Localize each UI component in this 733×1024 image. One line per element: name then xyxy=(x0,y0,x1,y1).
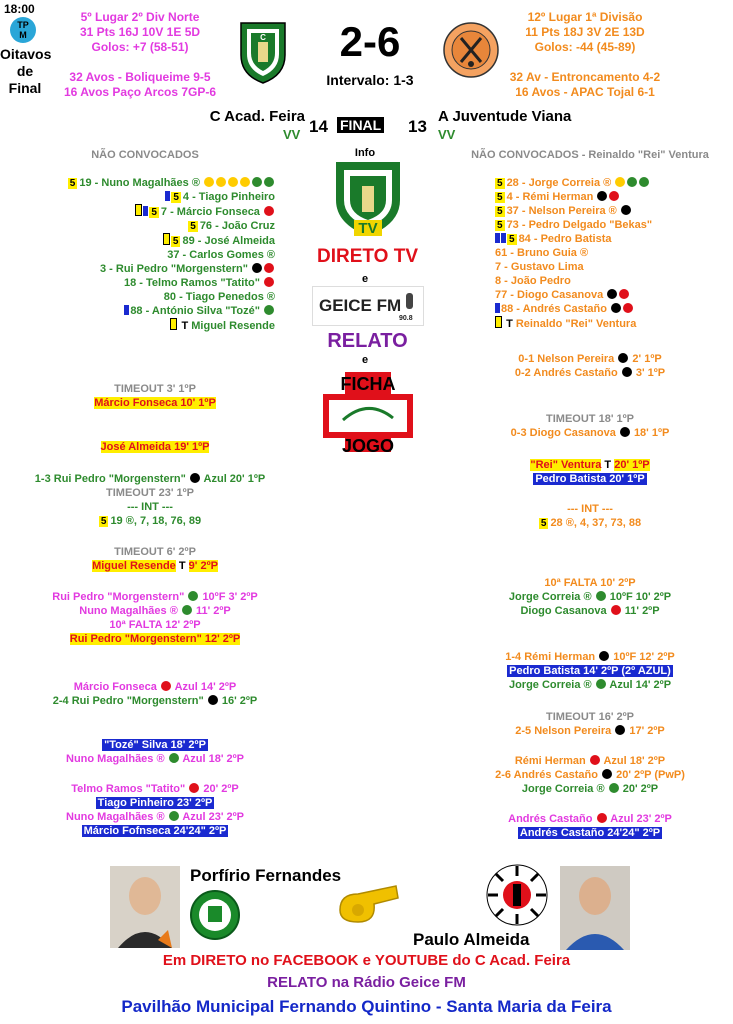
list-item: 88 - António Silva "Tozé" xyxy=(10,304,275,318)
list-item: 5 89 - José Almeida xyxy=(10,233,275,248)
home-events-5: Rui Pedro "Morgenstern" 10ºF 3' 2ºP Nuno Magalhães ® 11' 2ºP 10ª FALTA 12' 2ºP Rui Pedro "Morgenstern" 12' 2ºP xyxy=(52,591,258,645)
away-vv: VV xyxy=(438,127,456,142)
away-events-7: TIMEOUT 16' 2ºP 2-5 Nelson Pereira 17' 2ºP xyxy=(515,711,665,737)
home-players-count: 14 xyxy=(309,117,328,136)
away-team-name: A Juventude Viana xyxy=(438,108,572,125)
list-item: 88 - Andrés Castaño xyxy=(495,302,730,316)
referee-1-photo xyxy=(110,866,180,948)
away-roster xyxy=(495,176,730,331)
home-roster-title: NÃO CONVOCADOS xyxy=(91,149,199,161)
home-events-4: TIMEOUT 6' 2ºP Miguel Resende T 9' 2ºP xyxy=(92,546,218,572)
home-events-2: José Almeida 19' 1ºP xyxy=(100,441,210,453)
home-cup-path: 32 Avos - Boliqueime 9-5 16 Avos Paço Arcos 7GP-6 xyxy=(63,70,217,99)
radio-info: RELATO na Rádio Geice FM xyxy=(267,974,466,991)
list-item: 5 19 - Nuno Magalhães ® xyxy=(10,176,275,190)
away-events-2: TIMEOUT 18' 1ºP 0-3 Diogo Casanova 18' 1ºP xyxy=(510,413,670,439)
referee-1-name: Porfírio Fernandes xyxy=(190,866,342,885)
and-label-2: e xyxy=(361,354,369,366)
away-events-9: Andrés Castaño Azul 23' 2ºP Andrés Castaño 24'24" 2ºP xyxy=(508,813,672,839)
svg-text:TV: TV xyxy=(358,220,378,237)
list-item: 77 - Diogo Casanova xyxy=(495,288,730,302)
final-badge: FINAL xyxy=(337,117,384,133)
whistle-icon xyxy=(336,880,402,928)
broadcast-info: Em DIRETO no FACEBOOK e YOUTUBE do C Acad. Feira xyxy=(162,952,571,969)
away-events-1: 0-1 Nelson Pereira 2' 1ºP 0-2 Andrés Castaño 3' 1ºP xyxy=(514,353,666,379)
away-stats: 12º Lugar 1ª Divisão 11 Pts 18J 3V 2E 13D Golos: -44 (45-89) xyxy=(525,10,645,54)
home-events-7: "Tozé" Silva 18' 2ºP Nuno Magalhães ® Azul 18' 2ºP xyxy=(66,739,244,765)
tpm-logo xyxy=(8,16,38,44)
final-score: 2-6 xyxy=(339,18,401,65)
geice-fm-logo-icon xyxy=(312,286,424,326)
referee-2-name: Paulo Almeida xyxy=(413,930,530,949)
away-events-6: 1-4 Rémi Herman 10ºF 12' 2ºP Pedro Batista 14' 2ºP (2º AZUL) Jorge Correia ® Azul 14' 2ºP xyxy=(505,651,675,691)
info-label: Info xyxy=(354,147,376,159)
list-item: 80 - Tiago Penedos ® xyxy=(163,291,275,303)
home-events-6: Márcio Fonseca Azul 14' 2ºP 2-4 Rui Pedro "Morgenstern" 16' 2ºP xyxy=(52,681,258,707)
svg-text:C: C xyxy=(260,33,266,42)
away-cup-path: 32 Av - Entroncamento 4-2 16 Avos - APAC Tojal 6-1 xyxy=(509,70,661,99)
svg-text:90.8: 90.8 xyxy=(399,315,413,322)
svg-text:TP: TP xyxy=(17,20,29,30)
list-item: 5 76 - João Cruz xyxy=(190,220,275,232)
svg-text:JOGO: JOGO xyxy=(341,436,395,456)
list-item: 5 7 - Márcio Fonseca xyxy=(10,204,275,219)
referee-2-photo xyxy=(560,866,630,950)
list-item: 3 - Rui Pedro "Morgenstern" xyxy=(10,262,275,276)
match-time: 18:00 xyxy=(4,2,35,16)
referee-2-association-icon xyxy=(486,864,548,926)
list-item: 5 84 - Pedro Batista xyxy=(495,232,730,246)
direto-tv-label: DIRETO TV xyxy=(317,246,418,267)
round-label: Oitavos de Final xyxy=(0,46,52,96)
list-item: 37 - Carlos Gomes ® xyxy=(167,249,275,261)
away-events-8: Rémi Herman Azul 18' 2ºP 2-6 Andrés Castaño 20' 2ºP (PwP) Jorge Correia ® 20' 2ºP xyxy=(495,755,685,795)
svg-text:M: M xyxy=(19,30,27,40)
home-team-crest-icon xyxy=(238,20,288,85)
halftime-score: Intervalo: 1-3 xyxy=(326,72,414,88)
svg-text:GEICE FM: GEICE FM xyxy=(319,296,402,315)
list-item: 18 - Telmo Ramos "Tatito" xyxy=(10,276,275,290)
list-item: 5 28 - Jorge Correia ® xyxy=(495,176,730,190)
home-stats: 5º Lugar 2º Div Norte 31 Pts 16J 10V 1E 5D Golos: +7 (58-51) xyxy=(79,10,201,54)
list-item: 8 - João Pedro xyxy=(495,275,571,287)
home-roster xyxy=(10,176,275,333)
venue-info: Pavilhão Municipal Fernando Quintino - Santa Maria da Feira xyxy=(121,997,612,1016)
list-item: 5 37 - Nelson Pereira ® xyxy=(495,204,730,218)
referee-1-association-icon xyxy=(190,890,240,940)
list-item: 61 - Bruno Guia ® xyxy=(495,247,589,259)
away-team-crest-icon xyxy=(443,22,499,78)
home-team-name: C Acad. Feira xyxy=(209,108,305,125)
and-label-1: e xyxy=(361,273,369,285)
list-item: 5 73 - Pedro Delgado "Bekas" xyxy=(497,219,653,231)
list-item: 5 4 - Tiago Pinheiro xyxy=(10,190,275,204)
list-item: 5 4 - Rémi Herman xyxy=(495,190,730,204)
home-events-8: Telmo Ramos "Tatito" 20' 2ºP Tiago Pinheiro 23' 2ºP Nuno Magalhães ® Azul 23' 2ºP Márcio Fofnseca 24'24" 2ºP xyxy=(66,783,244,837)
away-events-5: 10ª FALTA 10' 2ºP Jorge Correia ® 10ºF 10' 2ºP Diogo Casanova 11' 2ºP xyxy=(508,577,672,617)
list-item: T Miguel Resende xyxy=(10,318,275,333)
list-item: T Reinaldo "Rei" Ventura xyxy=(495,316,730,331)
away-roster-title: NÃO CONVOCADOS - Reinaldo "Rei" Ventura xyxy=(471,149,709,161)
away-events-4: --- INT --- 5 28 ®, 4, 37, 73, 88 xyxy=(540,503,642,529)
svg-text:FICHA: FICHA xyxy=(340,374,396,394)
away-players-count: 13 xyxy=(408,117,427,136)
home-vv: VV xyxy=(283,127,301,142)
club-tv-logo-icon xyxy=(328,160,408,240)
home-events-1: TIMEOUT 3' 1ºP Márcio Fonseca 10' 1ºP xyxy=(94,383,216,409)
home-events-3: 1-3 Rui Pedro "Morgenstern" Azul 20' 1ºP TIMEOUT 23' 1ºP --- INT --- 5 19 ®, 7, 18, 76, 89 xyxy=(34,473,266,527)
list-item: 7 - Gustavo Lima xyxy=(495,261,584,273)
relato-label: RELATO xyxy=(327,330,408,352)
ficha-jogo-logo-icon xyxy=(313,368,423,456)
away-events-3: "Rei" Ventura T 20' 1ºP Pedro Batista 20' 1ºP xyxy=(530,459,650,485)
